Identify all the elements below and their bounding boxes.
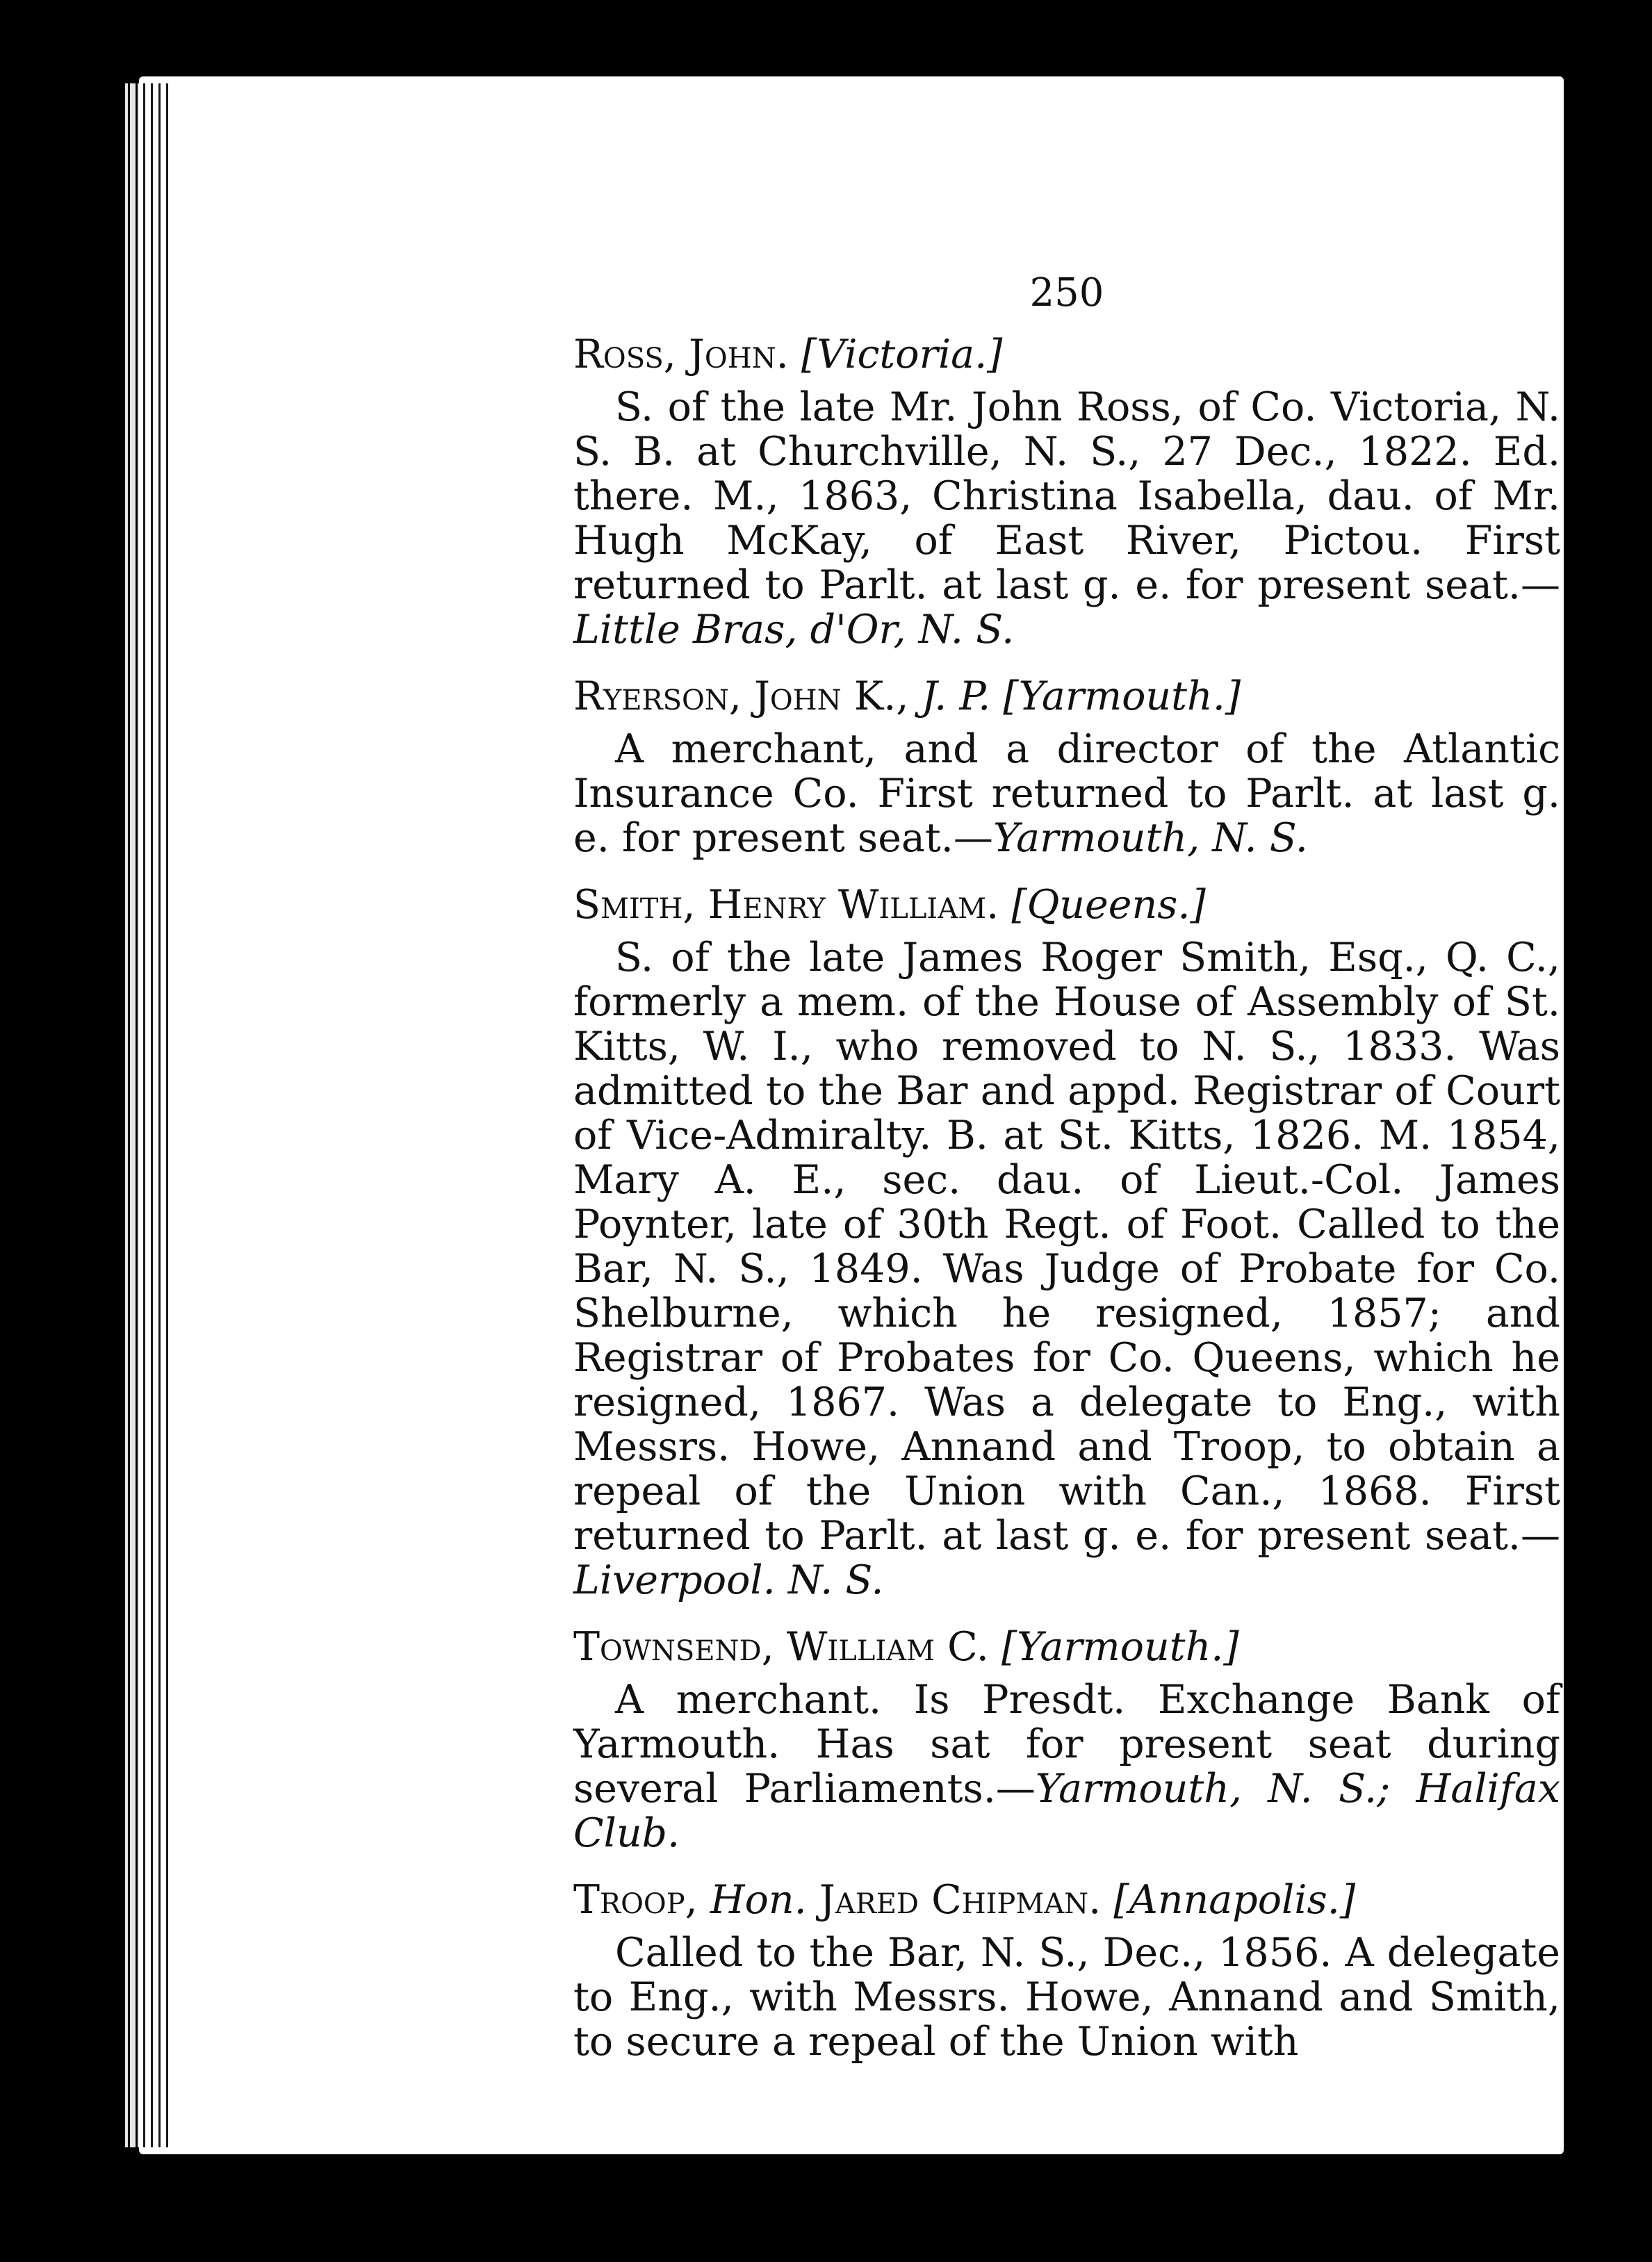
- entry-smith: [573, 883, 1560, 1603]
- entry-constituency: [Yarmouth.]: [1001, 1624, 1239, 1670]
- entry-address: Yarmouth, N. S.; Halifax Club.: [573, 1766, 1561, 1856]
- entry-bio: [573, 935, 1560, 1603]
- entry-troop: [573, 1878, 1560, 2064]
- entry-ryerson: [573, 674, 1560, 860]
- page-number: 250: [1029, 270, 1104, 315]
- entry-bio-text: Called to the Bar, N. S., Dec., 1856. A delegate to Eng., with Messrs. Howe, Annand and Smith, to secure a repeal of the Union with: [573, 1930, 1560, 2065]
- entry-bio: [573, 1678, 1560, 1855]
- entry-bio: [573, 727, 1560, 860]
- entry-townsend: [573, 1625, 1560, 1855]
- entry-heading: [573, 1625, 1560, 1669]
- entry-constituency: [Annapolis.]: [1113, 1877, 1356, 1923]
- entry-bio-text: S. of the late James Roger Smith, Esq., Q. C., formerly a mem. of the House of Assembly of St. Kitts, W. I., who removed to N. S., 1833. Was admitted to the Bar and appd. Registrar of Court of Vice-Admiralty. B. at St. Kitts, 1826. M. 1854, Mary A. E., sec. dau. of Lieut.-Col. James Poynter, late of 30th Regt. of Foot. Called to the Bar, N. S., 1849. Was Judge of Probate for Co. Shelburne, which he resigned, 1857; and Registrar of Probates for Co. Queens, which he resigned, 1867. Was a delegate to Eng., with Messrs. Howe, Annand and Troop, to obtain a repeal of the Union with Can., 1868. First returned to Parlt. at last g. e. for present seat.—: [573, 935, 1560, 1559]
- entry-heading: [573, 332, 1560, 377]
- entry-title: Hon.: [710, 1877, 807, 1923]
- entry-name-continued: Jared Chipman.: [819, 1877, 1102, 1923]
- entry-address: Yarmouth, N. S.: [992, 815, 1308, 861]
- entry-name: Townsend, William C.: [573, 1624, 989, 1670]
- entry-ross: [573, 332, 1560, 652]
- entry-name: Ryerson, John K.,: [573, 673, 909, 719]
- entry-heading: [573, 674, 1560, 719]
- entry-bio: [573, 385, 1560, 652]
- page-text: [573, 271, 1560, 2086]
- entry-name: Ross, John.: [573, 331, 789, 377]
- entry-title: J. P.: [921, 673, 991, 719]
- entry-address: Liverpool. N. S.: [573, 1557, 884, 1603]
- entry-name: Smith, Henry William.: [573, 882, 999, 928]
- entry-address: Little Bras, d'Or, N. S.: [573, 607, 1015, 653]
- entry-constituency: [Yarmouth.]: [1003, 673, 1241, 719]
- entry-name: Troop,: [573, 1877, 698, 1923]
- entry-bio-text: A merchant, and a director of the Atlantic Insurance Co. First returned to Parlt. at last g. e. for present seat.—: [573, 726, 1560, 861]
- entry-bio-text: A merchant. Is Presdt. Exchange Bank of Yarmouth. Has sat for present seat during several Parliaments.—: [573, 1677, 1560, 1812]
- entry-bio: [573, 1931, 1560, 2064]
- entry-constituency: [Victoria.]: [801, 331, 1003, 377]
- entry-heading: [573, 1878, 1560, 1922]
- page-edge-shadow: [125, 83, 174, 2147]
- entry-bio-text: S. of the late Mr. John Ross, of Co. Victoria, N. S. B. at Churchville, N. S., 27 Dec., 1822. Ed. there. M., 1863, Christina Isabella, dau. of Mr. Hugh McKay, of East River, Pictou. First returned to Parlt. at last g. e. for present seat.—: [573, 384, 1560, 608]
- entry-constituency: [Queens.]: [1011, 882, 1206, 928]
- entry-heading: [573, 883, 1560, 927]
